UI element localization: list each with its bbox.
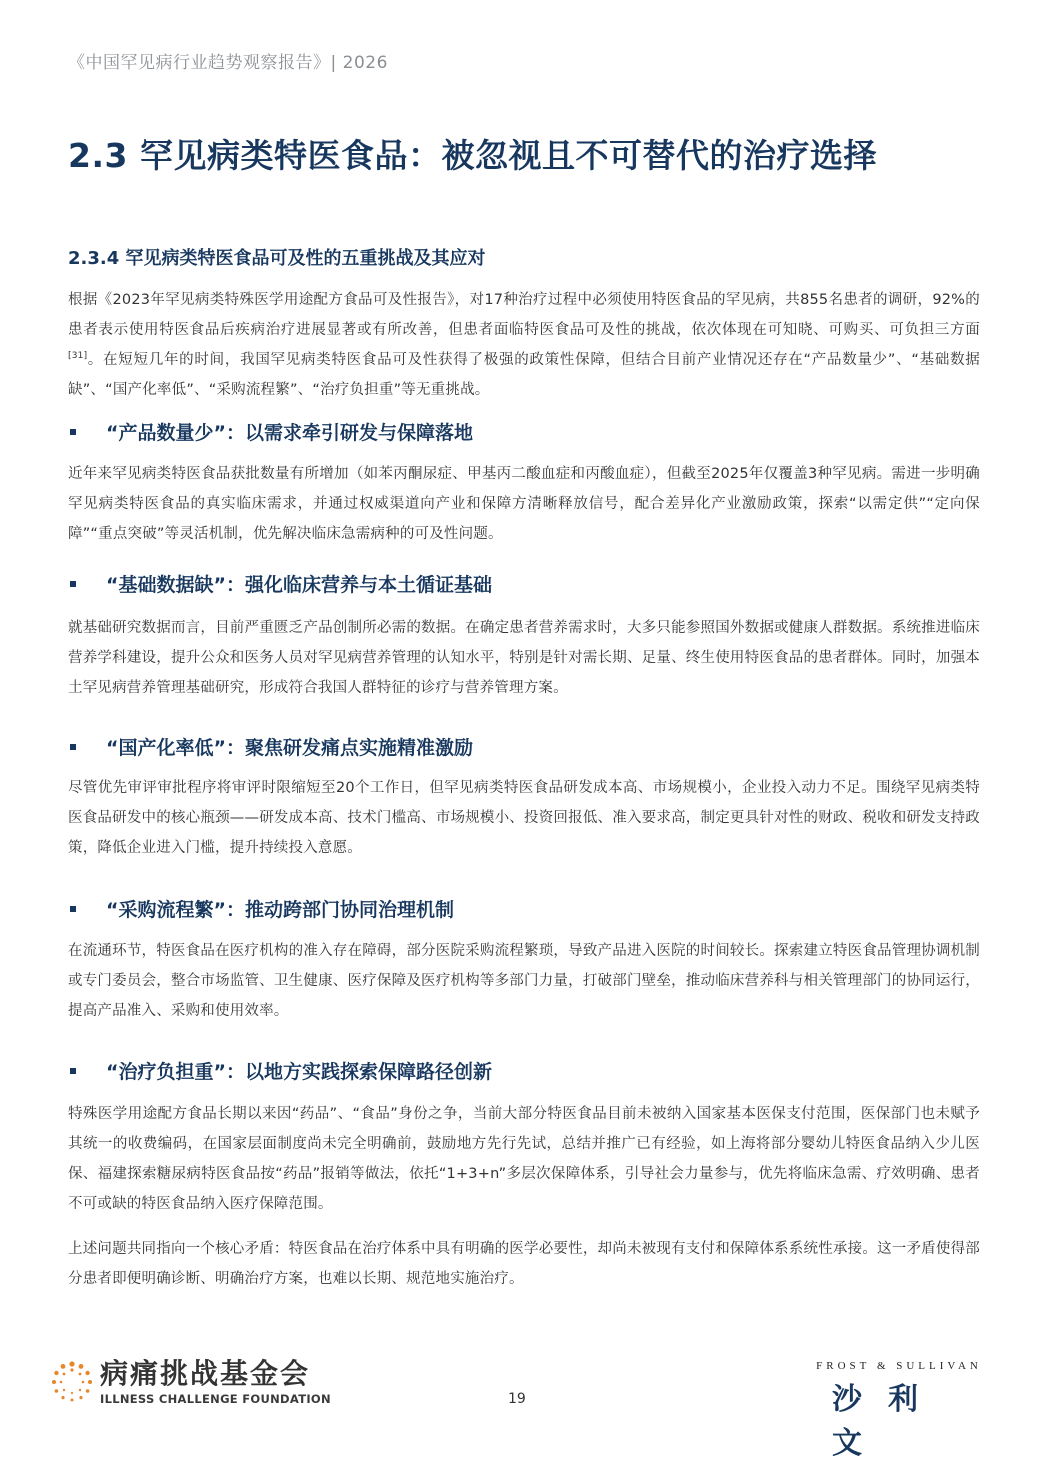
citation-ref: [31] (68, 351, 88, 362)
square-bullet-icon (70, 906, 76, 912)
page-number: 19 (508, 1391, 526, 1407)
section-title: 2.3 罕见病类特医食品：被忽视且不可替代的治疗选择 (68, 136, 877, 175)
challenge-heading-treatment-burden (68, 1057, 980, 1084)
square-bullet-icon (70, 429, 76, 435)
intro-paragraph (68, 285, 980, 405)
challenge-heading-text: “产品数量少”：以需求牵引研发与保障落地 (106, 422, 473, 444)
challenge-heading-localization (68, 733, 980, 760)
dotted-ring-logo-icon (50, 1360, 94, 1404)
challenge-heading-procurement (68, 895, 980, 922)
frost-sullivan-name-cn: 沙利文 (832, 1382, 944, 1461)
square-bullet-icon (70, 744, 76, 750)
foundation-name-cn: 病痛挑战基金会 (100, 1357, 311, 1390)
illness-challenge-foundation-logo (50, 1358, 331, 1406)
intro-text-after-ref: 。在短短几年的时间，我国罕见病类特医食品可及性获得了极强的政策性保障，但结合目前产业情况还存在“产品数量少”、“基础数据缺”、“国产化率低”、“采购流程繁”、“治疗负担重”等无重挑战。 (68, 352, 980, 398)
challenge-body-treatment-burden: 特殊医学用途配方食品长期以来因“药品”、“食品”身份之争，当前大部分特医食品目前未被纳入国家基本医保支付范围，医保部门也未赋予其统一的收费编码，在国家层面制度尚未完全明确前，鼓励地方先行先试，总结并推广已有经验，如上海将部分婴幼儿特医食品纳入少儿医保、福建探索糖尿病特医食品按“药品”报销等做法，依托“1+3+n”多层次保障体系，引导社会力量参与，优先将临床急需、疗效明确、患者不可或缺的特医食品纳入医疗保障范围。 (68, 1106, 980, 1212)
challenge-heading-text: “国产化率低”：聚焦研发痛点实施精准激励 (106, 737, 473, 759)
challenge-heading-text: “采购流程繁”：推动跨部门协同治理机制 (106, 899, 454, 921)
subsection-title: 2.3.4 罕见病类特医食品可及性的五重挑战及其应对 (68, 248, 486, 269)
square-bullet-icon (70, 581, 76, 587)
challenge-heading-text: “治疗负担重”：以地方实践探索保障路径创新 (106, 1061, 492, 1083)
conclusion-paragraph: 上述问题共同指向一个核心矛盾：特医食品在治疗体系中具有明确的医学必要性，却尚未被现有支付和保障体系系统性承接。这一矛盾使得部分患者即便明确诊断、明确治疗方案，也难以长期、规范地实施治疗。 (68, 1241, 980, 1287)
foundation-name-en: ILLNESS CHALLENGE FOUNDATION (100, 1392, 331, 1406)
challenge-body-product-count: 近年来罕见病类特医食品获批数量有所增加（如苯丙酮尿症、甲基丙二酸血症和丙酸血症），但截至2025年仅覆盖3种罕见病。需进一步明确罕见病类特医食品的真实临床需求，并通过权威渠道向产业和保障方清晰释放信号，配合差异化产业激励政策，探索“以需定供”“定向保障”“重点突破”等灵活机制，优先解决临床急需病种的可及性问题。 (68, 466, 980, 542)
frost-sullivan-name-en: FROST & SULLIVAN (816, 1360, 982, 1372)
running-header: 《中国罕见病行业趋势观察报告》| 2026 (68, 53, 388, 73)
square-bullet-icon (70, 1068, 76, 1074)
challenge-body-localization: 尽管优先审评审批程序将审评时限缩短至20个工作日，但罕见病类特医食品研发成本高、市场规模小，企业投入动力不足。围绕罕见病类特医食品研发中的核心瓶颈——研发成本高、技术门槛高、市场规模小、投资回报低、准入要求高，制定更具针对性的财政、税收和研发支持政策，降低企业进入门槛，提升持续投入意愿。 (68, 780, 980, 856)
challenge-heading-basic-data (68, 570, 980, 597)
intro-text-before-ref: 根据《2023年罕见病类特殊医学用途配方食品可及性报告》，对17种治疗过程中必须使用特医食品的罕见病，共855名患者的调研，92%的患者表示使用特医食品后疾病治疗进展显著或有所改善，但患者面临特医食品可及性的挑战，依次体现在可知晓、可购买、可负担三方面 (68, 292, 980, 338)
challenge-heading-text: “基础数据缺”：强化临床营养与本土循证基础 (106, 574, 492, 596)
challenge-body-basic-data: 就基础研究数据而言，目前严重匮乏产品创制所必需的数据。在确定患者营养需求时，大多只能参照国外数据或健康人群数据。系统推进临床营养学科建设，提升公众和医务人员对罕见病营养管理的认知水平，特别是针对需长期、足量、终生使用特医食品的患者群体。同时，加强本土罕见病营养管理基础研究，形成符合我国人群特征的诊疗与营养管理方案。 (68, 620, 980, 696)
challenge-body-procurement: 在流通环节，特医食品在医疗机构的准入存在障碍，部分医院采购流程繁琐，导致产品进入医院的时间较长。探索建立特医食品管理协调机制或专门委员会，整合市场监管、卫生健康、医疗保障及医疗机构等多部门力量，打破部门壁垒，推动临床营养科与相关管理部门的协同运行，提高产品准入、采购和使用效率。 (68, 943, 980, 1019)
frost-sullivan-logo (806, 1360, 992, 1462)
challenge-heading-product-count (68, 418, 980, 445)
